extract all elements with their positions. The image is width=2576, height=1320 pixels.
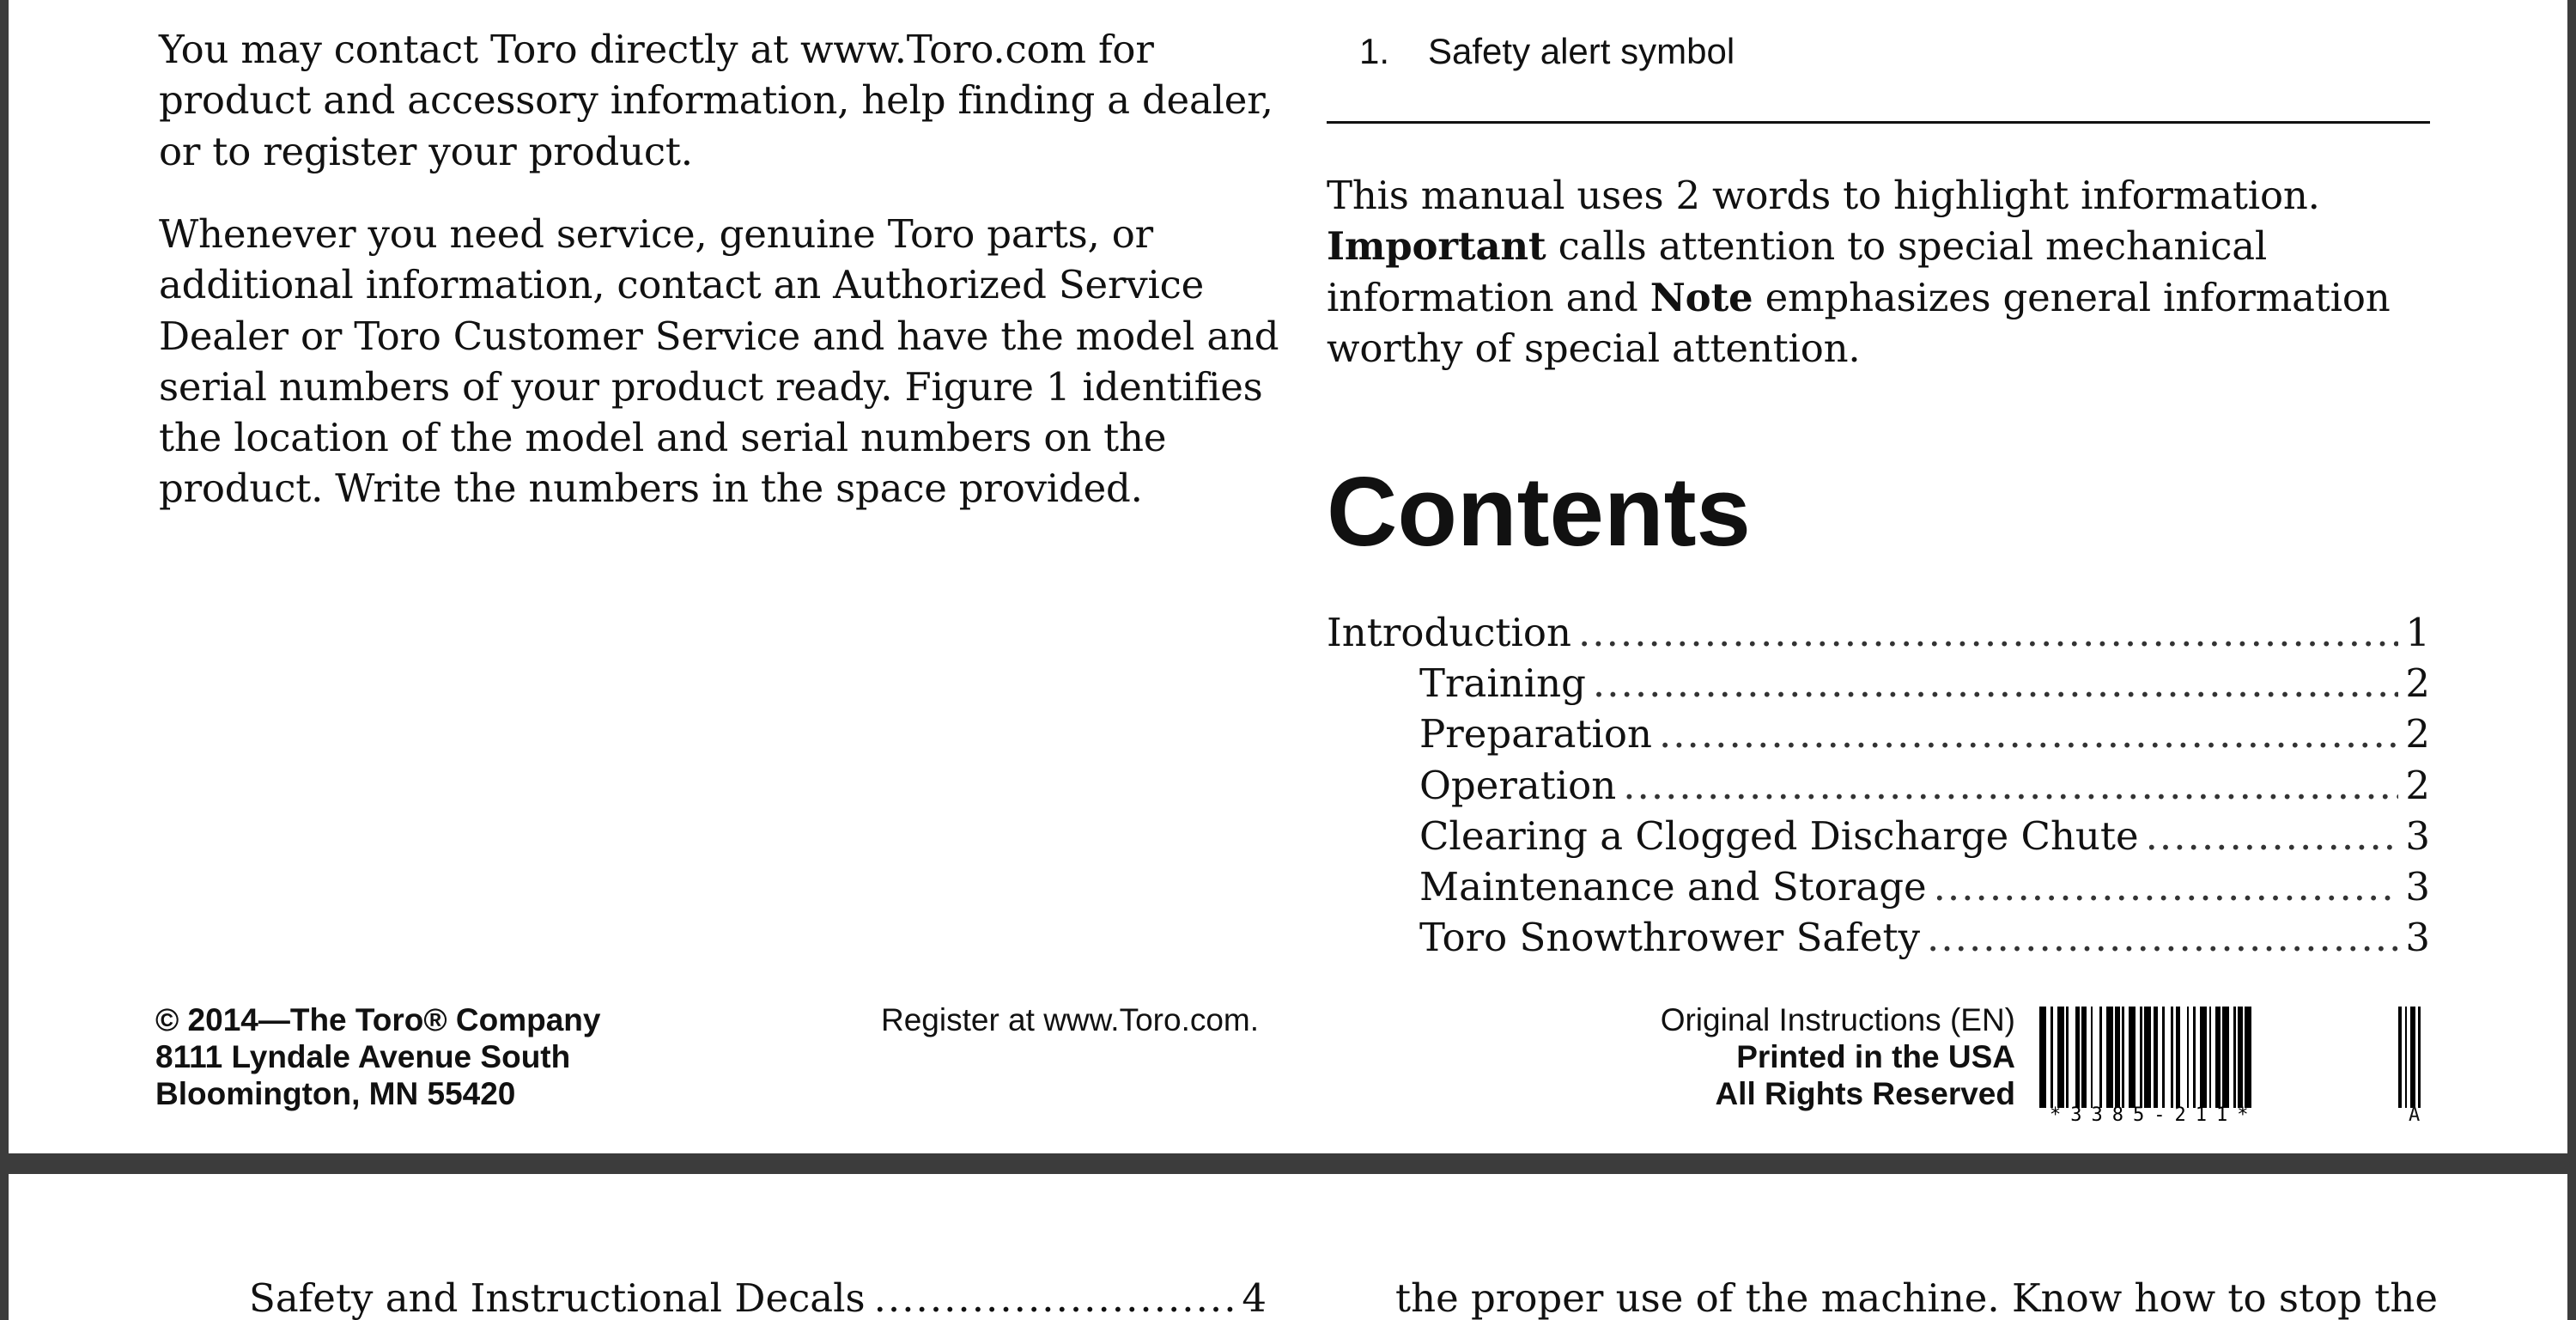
barcode-bar bbox=[2115, 1007, 2119, 1108]
address-street: 8111 Lyndale Avenue South bbox=[155, 1039, 571, 1074]
toc-leader bbox=[1927, 912, 2398, 963]
toc-label: Introduction bbox=[1327, 610, 1571, 655]
barcode-bar bbox=[2233, 1007, 2236, 1108]
toc-entry-operation[interactable] bbox=[1327, 760, 2430, 811]
divider-rule bbox=[1327, 121, 2430, 124]
toc-label: Operation bbox=[1419, 762, 1617, 808]
barcode-bar bbox=[2405, 1007, 2407, 1108]
intro-paragraph-service: Whenever you need service, genuine Toro parts, or additional information, contact an Authorized Service Dealer or Toro Customer Service and have the model and serial numbers of your product ready. Figure 1 identifies the location of the model and serial numbers on the product. Write the numbers in the space provided. bbox=[159, 211, 1279, 512]
toc-page: 3 bbox=[2405, 915, 2430, 961]
toc-entry-introduction[interactable] bbox=[1327, 607, 2430, 658]
barcode-bar bbox=[2410, 1007, 2415, 1108]
callout-number: 1. bbox=[1359, 31, 1390, 71]
barcode-bar bbox=[2215, 1007, 2220, 1108]
barcode-bars bbox=[2039, 1007, 2434, 1108]
toc-label: Maintenance and Storage bbox=[1419, 863, 1927, 909]
barcode-bar bbox=[2099, 1007, 2102, 1108]
toc-page: 3 bbox=[2405, 863, 2430, 909]
barcode-bar bbox=[2193, 1007, 2196, 1108]
toc-page: 2 bbox=[2405, 762, 2430, 808]
barcode-bar bbox=[2081, 1007, 2086, 1108]
barcode-bar bbox=[2144, 1007, 2151, 1108]
toc-leader bbox=[2146, 811, 2399, 861]
toc-page: 4 bbox=[1242, 1275, 1267, 1320]
toc-label: Safety and Instructional Decals bbox=[249, 1275, 866, 1320]
toc-label: Preparation bbox=[1419, 711, 1652, 757]
toc-label: Training bbox=[1419, 660, 1586, 707]
contents-title: Contents bbox=[1327, 458, 1751, 567]
toc-entry-maintenance[interactable] bbox=[1327, 861, 2430, 912]
figure-callout bbox=[1359, 28, 1735, 75]
register-note: Register at www.Toro.com. bbox=[881, 1002, 1260, 1037]
document-page-2 bbox=[9, 1174, 2567, 1320]
barcode-bar bbox=[2066, 1007, 2069, 1108]
barcode-bar bbox=[2050, 1007, 2053, 1108]
toc-page: 3 bbox=[2405, 812, 2430, 859]
toc-entry-decals[interactable] bbox=[249, 1273, 1267, 1320]
toc-leader bbox=[1578, 607, 2398, 658]
copyright: © 2014—The Toro® Company bbox=[155, 1002, 601, 1037]
barcode-bar bbox=[2171, 1007, 2173, 1108]
page2-body-text: the proper use of the machine. Know how to stop the bbox=[1395, 1275, 2438, 1320]
toc-leader bbox=[1623, 760, 2398, 811]
callout-label: Safety alert symbol bbox=[1428, 31, 1735, 71]
toc-entry-snowthrower-safety[interactable] bbox=[1327, 912, 2430, 963]
toc-leader bbox=[1593, 658, 2398, 709]
barcode-bar bbox=[2209, 1007, 2212, 1108]
company-address bbox=[155, 1001, 601, 1112]
toc-entry-training[interactable] bbox=[1327, 658, 2430, 709]
toc-leader bbox=[1659, 709, 2398, 759]
barcode-bar bbox=[2075, 1007, 2080, 1108]
original-instructions: Original Instructions (EN) bbox=[1660, 1002, 2015, 1037]
highlight-sentence: This manual uses 2 words to highlight information. bbox=[1327, 173, 2320, 218]
printed-in: Printed in the USA bbox=[1736, 1039, 2015, 1074]
barcode-bar bbox=[2140, 1007, 2142, 1108]
highlight-paragraph bbox=[1327, 170, 2439, 374]
barcode-bar bbox=[2238, 1007, 2242, 1108]
barcode-bar bbox=[2200, 1007, 2207, 1108]
toc-label: Toro Snowthrower Safety bbox=[1419, 915, 1921, 961]
rights-reserved: All Rights Reserved bbox=[1715, 1076, 2015, 1111]
barcode bbox=[2039, 1007, 2434, 1134]
toc-page: 1 bbox=[2405, 610, 2430, 655]
toc-leader bbox=[874, 1273, 1234, 1320]
barcode-bar bbox=[2106, 1007, 2113, 1108]
barcode-bar bbox=[2245, 1007, 2251, 1108]
barcode-bar bbox=[2129, 1007, 2136, 1108]
instructions-notice bbox=[1661, 1001, 2015, 1112]
toc-label: Clearing a Clogged Discharge Chute bbox=[1419, 812, 2139, 859]
toc-entry-preparation[interactable] bbox=[1327, 709, 2430, 759]
barcode-bar bbox=[2122, 1007, 2124, 1108]
barcode-bar bbox=[2398, 1007, 2402, 1108]
barcode-text: *3385-211* bbox=[2050, 1104, 2258, 1126]
barcode-bar bbox=[2091, 1007, 2093, 1108]
barcode-bar bbox=[2222, 1007, 2229, 1108]
important-text: calls attention to special mechanical information and bbox=[1327, 223, 2268, 320]
barcode-bar bbox=[2057, 1007, 2064, 1108]
note-word: Note bbox=[1649, 274, 1753, 320]
barcode-bar bbox=[2039, 1007, 2046, 1108]
barcode-bar bbox=[2418, 1007, 2421, 1108]
barcode-revision: A bbox=[2409, 1104, 2421, 1126]
toc-page: 2 bbox=[2405, 711, 2430, 757]
document-page-1 bbox=[9, 0, 2567, 1153]
toc-page: 2 bbox=[2405, 660, 2430, 707]
barcode-bar bbox=[2162, 1007, 2165, 1108]
barcode-bar bbox=[2187, 1007, 2190, 1108]
toc-leader bbox=[1934, 861, 2399, 912]
toc-entry-clearing-chute[interactable] bbox=[1327, 811, 2430, 861]
important-word: Important bbox=[1327, 223, 1546, 270]
table-of-contents bbox=[1327, 607, 2430, 963]
intro-paragraph-contact: You may contact Toro directly at www.Toro.com for product and accessory information, help finding a dealer, or to register your product. bbox=[159, 27, 1273, 174]
barcode-bar bbox=[2154, 1007, 2158, 1108]
address-city: Bloomington, MN 55420 bbox=[155, 1076, 516, 1111]
barcode-bar bbox=[2176, 1007, 2180, 1108]
note-text: emphasizes general information worthy of special attention. bbox=[1327, 274, 2391, 371]
